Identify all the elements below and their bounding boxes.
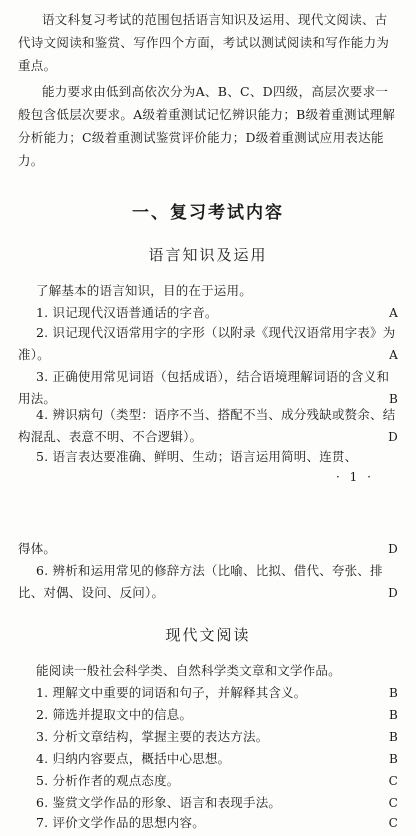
ability-level: B xyxy=(388,686,398,700)
intro-paragraph-2: 能力要求由低到高依次分为A、B、C、D四级，高层次要求一般包含低层次要求。A级着重测试记忆辨识能力；B级着重测试理解分析能力；C级着重测试鉴赏评价能力；D级着重测试应用表达能力。 xyxy=(18,84,396,168)
language-item-5: 5. 语言表达要准确、鲜明、生动；语言运用简明、连贯、 xyxy=(36,449,358,464)
language-item-2: 2. 识记现代汉语常用字的字形（以附录《现代汉语常用字表》为准）。 A xyxy=(18,322,398,366)
ability-level: A xyxy=(389,348,398,362)
language-section-title: 语言知识及运用 xyxy=(148,246,268,264)
ability-level: C xyxy=(388,816,398,830)
ability-level: B xyxy=(388,392,398,406)
modern-item-2: 2. 筛选并提取文中的信息。 B xyxy=(18,704,398,726)
ability-level: C xyxy=(388,796,398,810)
section-title: 一、复习考试内容 xyxy=(132,203,284,223)
modern-item-4: 4. 归纳内容要点，概括中心思想。 B xyxy=(18,748,398,770)
language-lead: 了解基本的语言知识，目的在于运用。 xyxy=(36,283,252,298)
ability-level: D xyxy=(388,430,398,444)
ability-level: B xyxy=(388,730,398,744)
ability-level: B xyxy=(388,708,398,722)
ability-level: C xyxy=(388,774,398,788)
modern-reading-title: 现代文阅读 xyxy=(165,626,251,644)
language-item-3: 3. 正确使用常见词语（包括成语），结合语境理解词语的含义和用法。 B xyxy=(18,366,398,410)
language-item-1: 1. 识记现代汉语普通话的字音。 A xyxy=(18,302,398,324)
language-item-4: 4. 辨识病句（类型：语序不当、搭配不当、成分残缺或赘余、结构混乱、表意不明、不合逻辑）。 D xyxy=(18,404,398,448)
page-number: · 1 · xyxy=(336,470,374,484)
intro-paragraph-1: 语文科复习考试的范围包括语言知识及运用、现代文阅读、古代诗文阅读和鉴赏、写作四个方面，考试以测试阅读和写作能力为重点。 xyxy=(18,12,390,73)
language-item-6: 6. 辨析和运用常见的修辞方法（比喻、比拟、借代、夸张、排比、对偶、设问、反问）。 D xyxy=(18,560,398,604)
modern-item-1: 1. 理解文中重要的词语和句子，并解释其含义。 B xyxy=(18,682,398,704)
modern-item-6: 6. 鉴赏文学作品的形象、语言和表现手法。 C xyxy=(18,792,398,814)
modern-item-7: 7. 评价文学作品的思想内容。 C xyxy=(18,812,398,834)
modern-item-3: 3. 分析文章结构，掌握主要的表达方法。 B xyxy=(18,726,398,748)
language-item-5-continuation: 得体。 D xyxy=(18,538,398,560)
ability-level: D xyxy=(388,586,398,600)
modern-lead: 能阅读一般社会科学类、自然科学类文章和文学作品。 xyxy=(36,663,341,678)
modern-item-5: 5. 分析作者的观点态度。 C xyxy=(18,770,398,792)
ability-level: D xyxy=(388,542,398,556)
ability-level: B xyxy=(388,752,398,766)
ability-level: A xyxy=(389,306,398,320)
